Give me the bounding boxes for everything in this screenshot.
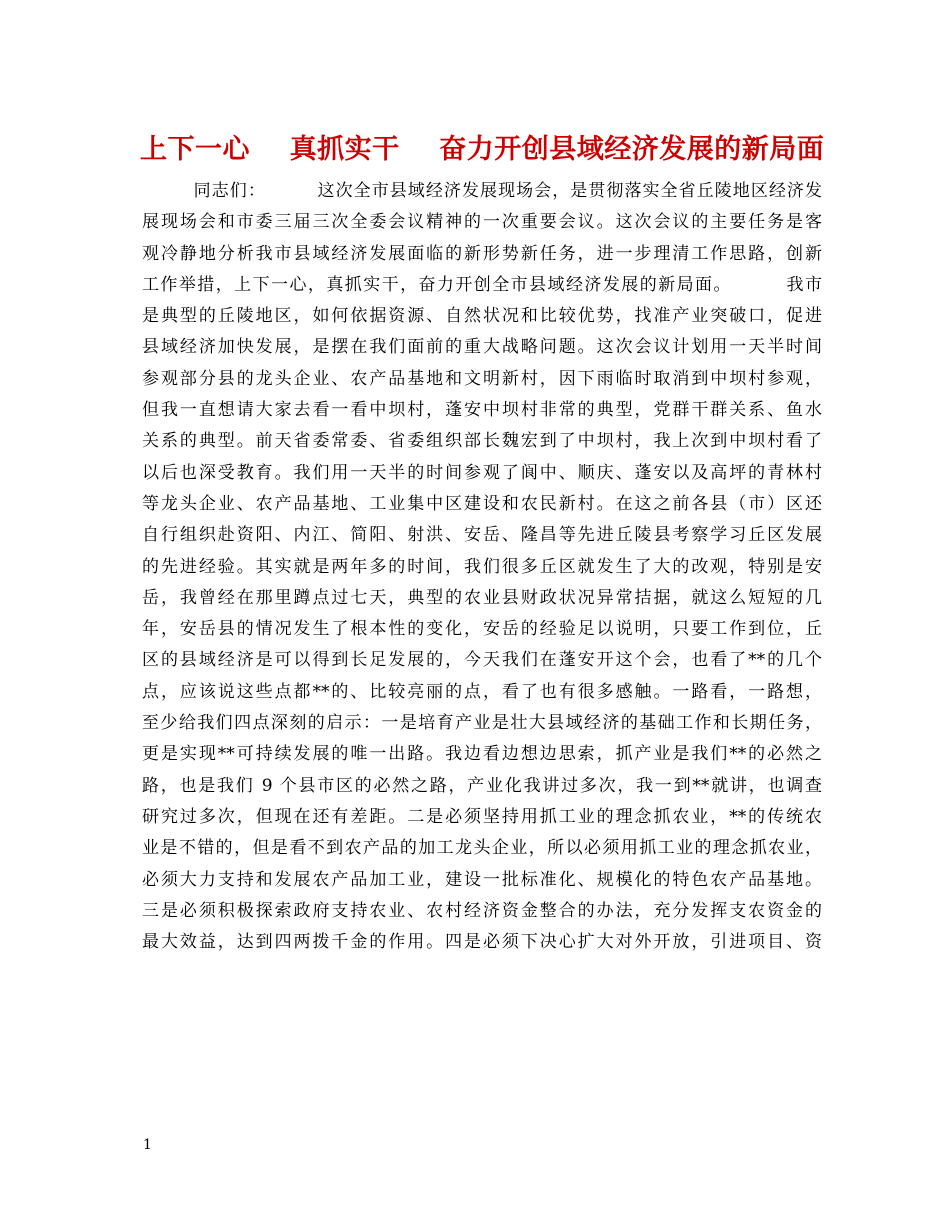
body-line: [142, 426, 822, 457]
body-line-text: 是典型的丘陵地区，如何依据资源、自然状况和比较优势，找准产业突破口，促进: [142, 306, 822, 327]
body-line: [142, 489, 822, 520]
body-line: [142, 677, 822, 708]
body-line-text: 三是必须积极探索政府支持农业、农村经济资金整合的办法，充分发挥支农资金的: [142, 900, 822, 921]
body-line-text: 县域经济加快发展，是摆在我们面前的重大战略问题。这次会议计划用一天半时间: [142, 337, 822, 358]
body-line: [142, 520, 822, 551]
body-line-text: 年，安岳县的情况发生了根本性的变化，安岳的经验足以说明，只要工作到位，丘: [142, 619, 822, 640]
body-line: [142, 270, 822, 301]
body-line: [142, 802, 822, 833]
body-line: [142, 239, 822, 270]
body-line: [142, 583, 822, 614]
body-line-text: 点，应该说这些点都**的、比较亮丽的点，看了也有很多感触。一路看，一路想，: [142, 681, 822, 702]
body-line-text: 但我一直想请大家去看一看中坝村，蓬安中坝村非常的典型，党群干群关系、鱼水: [142, 400, 822, 421]
body-line-text: 路，也是我们 9 个县市区的必然之路，产业化我讲过多次，我一到**就讲，也调查: [142, 775, 822, 796]
body-line-text: 自行组织赴资阳、内江、简阳、射洪、安岳、隆昌等先进丘陵县考察学习丘区发展: [142, 525, 822, 546]
body-line-text: 更是实现**可持续发展的唯一出路。我边看边想边思索，抓产业是我们**的必然之: [142, 744, 822, 765]
body-line: [142, 614, 822, 645]
body-line-text: 同志们： 这次全市县域经济发展现场会，是贯彻落实全省丘陵地区经济发: [142, 181, 822, 201]
body-line: [142, 896, 822, 927]
body-line: [142, 771, 822, 802]
body-line: [142, 833, 822, 864]
body-line-text: 参观部分县的龙头企业、农产品基地和文明新村，因下雨临时取消到中坝村参观，: [142, 368, 822, 389]
body-line-text: 展现场会和市委三届三次全委会议精神的一次重要会议。这次会议的主要任务是客: [142, 212, 822, 233]
body-line-text: 区的县域经济是可以得到长足发展的，今天我们在蓬安开这个会，也看了**的几个: [142, 650, 822, 671]
body-line: [142, 739, 822, 770]
body-line-text: 以后也深受教育。我们用一天半的时间参观了阆中、顺庆、蓬安以及高坪的青林村: [142, 462, 822, 483]
body-line: [142, 364, 822, 395]
body-line-text: 工作举措，上下一心，真抓实干，奋力开创全市县域经济发展的新局面。 我市: [142, 274, 822, 295]
body-line: [142, 927, 822, 958]
page-number: 1: [143, 1137, 152, 1153]
body-line: [142, 176, 822, 207]
document-body: [142, 176, 822, 958]
body-line: [142, 645, 822, 676]
body-line: [142, 552, 822, 583]
body-line-text: 至少给我们四点深刻的启示：一是培育产业是壮大县域经济的基础工作和长期任务，: [142, 713, 822, 734]
document-title: 上下一心 真抓实干 奋力开创县域经济发展的新局面: [140, 134, 825, 165]
body-line-text: 必须大力支持和发展农产品加工业，建设一批标准化、规模化的特色农产品基地。: [142, 869, 822, 890]
body-line-text: 的先进经验。其实就是两年多的时间，我们很多丘区就发生了大的改观，特别是安: [142, 556, 822, 577]
body-line-text: 业是不错的，但是看不到农产品的加工龙头企业，所以必须用抓工业的理念抓农业，: [142, 838, 822, 859]
body-line: [142, 395, 822, 426]
body-line: [142, 332, 822, 363]
body-line-text: 岳，我曾经在那里蹲点过七天，典型的农业县财政状况异常拮据，就这么短短的几: [142, 587, 822, 608]
body-line: [142, 865, 822, 896]
body-line-text: 最大效益，达到四两拨千金的作用。四是必须下决心扩大对外开放，引进项目、资: [142, 932, 822, 953]
body-line-text: 观冷静地分析我市县域经济发展面临的新形势新任务，进一步理清工作思路，创新: [142, 243, 822, 264]
body-line: [142, 301, 822, 332]
body-line-text: 关系的典型。前天省委常委、省委组织部长魏宏到了中坝村，我上次到中坝村看了: [142, 431, 822, 452]
body-line: [142, 708, 822, 739]
body-line: [142, 458, 822, 489]
body-line-text: 等龙头企业、农产品基地、工业集中区建设和农民新村。在这之前各县（市）区还: [142, 493, 822, 514]
body-line: [142, 207, 822, 238]
body-line-text: 研究过多次，但现在还有差距。二是必须坚持用抓工业的理念抓农业，**的传统农: [142, 806, 822, 827]
